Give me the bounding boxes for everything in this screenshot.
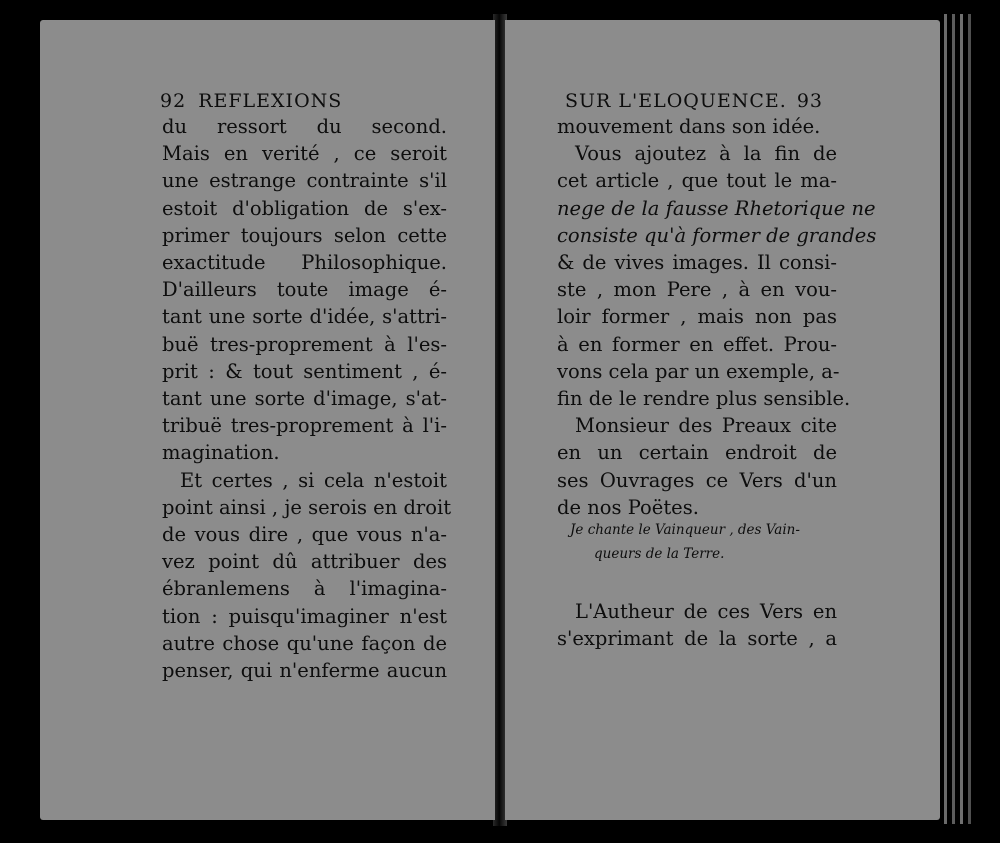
right-page-text-continued <box>557 598 837 652</box>
left-running-title: REFLEXIONS <box>198 90 343 112</box>
text-line: magination. <box>162 441 280 465</box>
right-page-text <box>557 113 877 521</box>
text-line: en un certain endroit de <box>557 441 837 465</box>
text-line: consiste qu'à former de grandes <box>557 223 877 247</box>
text-line: tion : puisqu'imaginer n'est <box>162 604 447 628</box>
text-line: D'ailleurs toute image é- <box>162 278 447 302</box>
text-line: Mais en verité , ce seroit <box>162 142 447 166</box>
text-line: fin de le rendre plus sensible. <box>557 387 851 411</box>
text-line: Vous ajoutez à la fin de <box>575 142 837 166</box>
text-line: point ainsi , je serois en droit <box>162 495 452 519</box>
text-line: buë tres-proprement à l'es- <box>162 332 447 356</box>
left-page-number: 92 <box>160 90 187 112</box>
text-line: exactitude Philosophique. <box>162 251 447 275</box>
page-edge <box>944 14 947 824</box>
text-line: vez point dû attribuer des <box>162 550 447 574</box>
text-line: Monsieur des Preaux cite <box>575 414 837 438</box>
text-line: ébranlemens à l'imagina- <box>162 577 447 601</box>
verse-line: queurs de la Terre. <box>594 546 725 562</box>
page-edge <box>968 14 971 824</box>
right-running-head <box>565 90 823 112</box>
left-page-text <box>162 113 452 684</box>
text-line: nege de la fausse Rhetorique ne <box>557 196 876 220</box>
text-line: tant une sorte d'image, s'at- <box>162 387 447 411</box>
text-line: penser, qui n'enferme aucun <box>162 659 447 683</box>
text-line: de vous dire , que vous n'a- <box>162 523 447 547</box>
left-running-head <box>160 90 342 112</box>
text-line: ste , mon Pere , à en vou- <box>557 278 837 302</box>
text-line: tant une sorte d'idée, s'attri- <box>162 305 447 329</box>
text-line: loir former , mais non pas <box>557 305 837 329</box>
text-line: à en former en effet. Prou- <box>557 332 837 356</box>
right-page <box>505 20 940 820</box>
text-line: autre chose qu'une façon de <box>162 631 447 655</box>
page-edge <box>952 14 955 824</box>
right-running-title: SUR L'ELOQUENCE. <box>565 90 787 112</box>
text-line: cet article , que tout le ma- <box>557 169 837 193</box>
text-line: prit : & tout sentiment , é- <box>162 359 447 383</box>
text-line: tribuë tres-proprement à l'i- <box>162 414 447 438</box>
text-line: L'Autheur de ces Vers en <box>575 600 837 623</box>
text-line: ses Ouvrages ce Vers d'un <box>557 468 837 492</box>
text-line: de nos Poëtes. <box>557 495 699 519</box>
text-line: s'exprimant de la sorte , a <box>557 627 837 651</box>
text-line: mouvement dans son idée. <box>557 115 821 138</box>
left-page <box>40 20 495 820</box>
page-edge <box>960 14 963 824</box>
text-line: estoit d'obligation de s'ex- <box>162 196 447 220</box>
text-line: une estrange contrainte s'il <box>162 169 447 193</box>
right-page-number: 93 <box>796 90 823 112</box>
text-line: du ressort du second. <box>162 115 447 138</box>
verse-line: Je chante le Vainqueur , des Vain- <box>570 522 800 538</box>
verse-quotation <box>570 518 860 566</box>
text-line: primer toujours selon cette <box>162 223 447 247</box>
text-line: vons cela par un exemple, a- <box>557 359 840 383</box>
text-line: Et certes , si cela n'estoit <box>180 468 447 492</box>
text-line: & de vives images. Il consi- <box>557 251 837 275</box>
